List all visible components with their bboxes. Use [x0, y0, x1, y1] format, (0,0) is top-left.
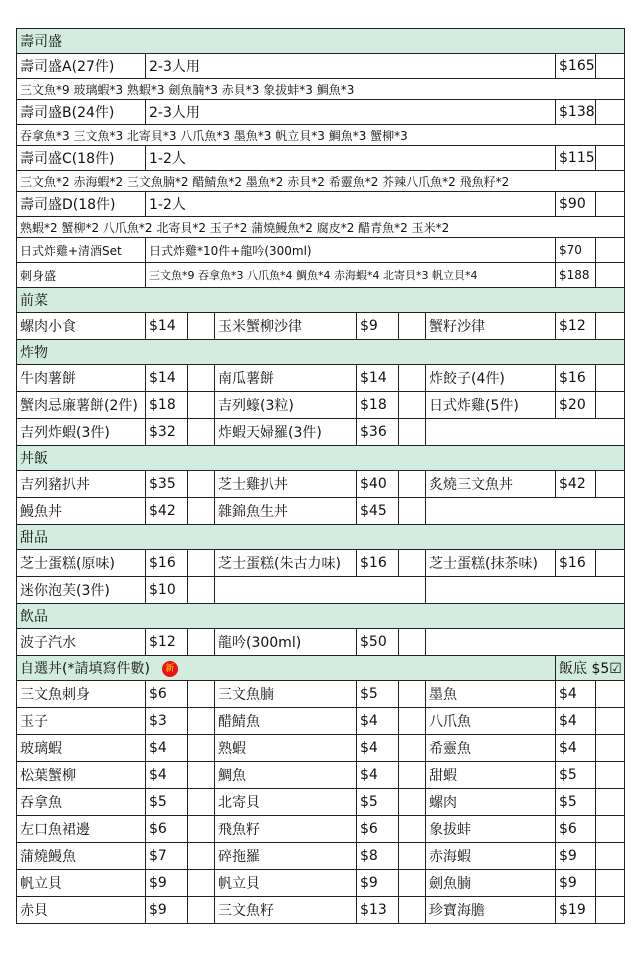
item-price: $9 — [556, 870, 596, 897]
set-serving: 2-3人用 — [146, 54, 556, 79]
set-serving: 2-3人用 — [146, 100, 556, 125]
quantity-box[interactable] — [596, 762, 625, 789]
item-price: $4 — [146, 735, 188, 762]
item-name: 蒲燒鰻魚 — [17, 843, 146, 870]
section-title: 壽司盛 — [17, 29, 625, 54]
item-name: 龍吟(300ml) — [215, 629, 357, 656]
item-name: 玉米蟹柳沙律 — [215, 313, 357, 340]
item-price: $6 — [556, 816, 596, 843]
item-price: $7 — [146, 843, 188, 870]
quantity-box[interactable] — [596, 313, 625, 340]
set-name: 壽司盛B(24件) — [17, 100, 146, 125]
item-row — [17, 789, 625, 816]
set-serving: 1-2人 — [146, 192, 556, 217]
quantity-box[interactable] — [188, 897, 215, 924]
item-row — [17, 681, 625, 708]
item-price: $45 — [357, 498, 399, 525]
item-price: $9 — [357, 313, 399, 340]
item-name: 墨魚 — [426, 681, 556, 708]
item-name: 甜蝦 — [426, 762, 556, 789]
quantity-box[interactable] — [399, 392, 426, 419]
order-form-table — [16, 28, 625, 924]
item-name: 南瓜薯餅 — [215, 365, 357, 392]
combo-name: 刺身盛 — [17, 263, 146, 288]
quantity-box[interactable] — [596, 681, 625, 708]
quantity-box[interactable] — [188, 762, 215, 789]
rice-base-option: 飯底 $5☑ — [556, 656, 625, 681]
item-name: 芝士雞扒丼 — [215, 471, 357, 498]
quantity-box[interactable] — [399, 471, 426, 498]
combo-desc: 三文魚*9 吞拿魚*3 八爪魚*4 鯛魚*4 赤海蝦*4 北寄貝*3 帆立貝*4 — [146, 263, 556, 288]
quantity-box[interactable] — [596, 146, 625, 171]
item-name: 雜錦魚生丼 — [215, 498, 357, 525]
item-name: 吉列炸蝦(3件) — [17, 419, 146, 446]
quantity-box[interactable] — [188, 313, 215, 340]
item-price: $5 — [556, 789, 596, 816]
quantity-box[interactable] — [399, 708, 426, 735]
item-name: 芝士蛋糕(朱古力味) — [215, 550, 357, 577]
item-price: $36 — [357, 419, 399, 446]
set-contents: 三文魚*9 玻璃蝦*3 熟蝦*3 劍魚腩*3 赤貝*3 象拔蚌*3 鯛魚*3 — [17, 79, 625, 100]
set-contents: 熟蝦*2 蟹柳*2 八爪魚*2 北寄貝*2 玉子*2 蒲燒鰻魚*2 腐皮*2 醋青魚*2 玉米*2 — [17, 217, 625, 238]
item-price: $14 — [146, 365, 188, 392]
item-row — [17, 708, 625, 735]
sushi-set-row — [17, 146, 625, 171]
item-row — [17, 816, 625, 843]
item-row — [17, 471, 625, 498]
set-name: 壽司盛D(18件) — [17, 192, 146, 217]
item-price: $5 — [357, 681, 399, 708]
quantity-box[interactable] — [596, 816, 625, 843]
item-name: 松葉蟹柳 — [17, 762, 146, 789]
quantity-box[interactable] — [596, 708, 625, 735]
item-name: 芝士蛋糕(原味) — [17, 550, 146, 577]
section-title: 前菜 — [17, 288, 625, 313]
item-name: 珍寶海膽 — [426, 897, 556, 924]
item-name: 北寄貝 — [215, 789, 357, 816]
quantity-box[interactable] — [596, 192, 625, 217]
section-title: 甜品 — [17, 525, 625, 550]
item-price: $50 — [357, 629, 399, 656]
empty-cell — [426, 577, 625, 604]
item-name: 炸蝦天婦羅(3件) — [215, 419, 357, 446]
item-price: $9 — [146, 870, 188, 897]
item-price: $9 — [556, 843, 596, 870]
section-title: 飲品 — [17, 604, 625, 629]
quantity-box[interactable] — [399, 629, 426, 656]
quantity-box[interactable] — [188, 471, 215, 498]
set-name: 壽司盛C(18件) — [17, 146, 146, 171]
item-price: $42 — [556, 471, 596, 498]
quantity-box[interactable] — [188, 365, 215, 392]
item-row — [17, 365, 625, 392]
item-price: $4 — [357, 735, 399, 762]
quantity-box[interactable] — [188, 498, 215, 525]
item-row — [17, 550, 625, 577]
quantity-box[interactable] — [596, 392, 625, 419]
section-header — [17, 446, 625, 471]
quantity-box[interactable] — [399, 789, 426, 816]
quantity-box[interactable] — [188, 735, 215, 762]
item-name: 迷你泡芙(3件) — [17, 577, 146, 604]
item-name: 玉子 — [17, 708, 146, 735]
quantity-box[interactable] — [188, 708, 215, 735]
item-name: 醋鯖魚 — [215, 708, 357, 735]
quantity-box[interactable] — [596, 100, 625, 125]
item-row — [17, 577, 625, 604]
set-contents-row — [17, 79, 625, 100]
item-name: 三文魚籽 — [215, 897, 357, 924]
item-name: 吉列豬扒丼 — [17, 471, 146, 498]
set-serving: 1-2人 — [146, 146, 556, 171]
item-price: $9 — [357, 870, 399, 897]
item-price: $19 — [556, 897, 596, 924]
item-price: $4 — [146, 762, 188, 789]
set-price: $90 — [556, 192, 596, 217]
item-name: 左口魚裙邊 — [17, 816, 146, 843]
item-price: $5 — [556, 762, 596, 789]
combo-price: $70 — [556, 238, 596, 263]
item-name: 炸餃子(4件) — [426, 365, 556, 392]
section-header — [17, 525, 625, 550]
item-name: 螺肉小食 — [17, 313, 146, 340]
section-header — [17, 288, 625, 313]
item-name: 劍魚腩 — [426, 870, 556, 897]
item-name: 蟹肉忌廉薯餅(2件) — [17, 392, 146, 419]
section-title: 丼飯 — [17, 446, 625, 471]
item-name: 象拔蚌 — [426, 816, 556, 843]
item-price: $9 — [146, 897, 188, 924]
quantity-box[interactable] — [399, 816, 426, 843]
item-row — [17, 735, 625, 762]
set-contents-row — [17, 125, 625, 146]
section-title: 自選丼(*請填寫件數) 新 — [17, 656, 556, 681]
item-price: $4 — [556, 708, 596, 735]
sushi-set-row — [17, 54, 625, 79]
quantity-box[interactable] — [188, 789, 215, 816]
item-price: $12 — [146, 629, 188, 656]
section-header — [17, 604, 625, 629]
item-price: $4 — [357, 708, 399, 735]
set-contents-row — [17, 217, 625, 238]
quantity-box[interactable] — [399, 843, 426, 870]
set-contents: 吞拿魚*3 三文魚*3 北寄貝*3 八爪魚*3 墨魚*3 帆立貝*3 鯛魚*3 蟹柳*3 — [17, 125, 625, 146]
item-name: 螺肉 — [426, 789, 556, 816]
quantity-box[interactable] — [399, 870, 426, 897]
new-badge: 新 — [162, 661, 178, 677]
quantity-box[interactable] — [596, 263, 625, 288]
item-name: 帆立貝 — [215, 870, 357, 897]
item-price: $40 — [357, 471, 399, 498]
item-price: $13 — [357, 897, 399, 924]
combo-price: $188 — [556, 263, 596, 288]
item-row — [17, 870, 625, 897]
quantity-box[interactable] — [596, 870, 625, 897]
item-price: $10 — [146, 577, 188, 604]
item-row — [17, 629, 625, 656]
item-name: 波子汽水 — [17, 629, 146, 656]
quantity-box[interactable] — [399, 762, 426, 789]
quantity-box[interactable] — [399, 313, 426, 340]
item-price: $4 — [556, 681, 596, 708]
empty-cell — [215, 577, 426, 604]
quantity-box[interactable] — [399, 419, 426, 446]
item-row — [17, 419, 625, 446]
item-price: $3 — [146, 708, 188, 735]
sushi-set-row — [17, 100, 625, 125]
set-contents-row — [17, 171, 625, 192]
quantity-box[interactable] — [399, 735, 426, 762]
item-name: 玻璃蝦 — [17, 735, 146, 762]
quantity-box[interactable] — [188, 392, 215, 419]
item-name: 吉列蠔(3粒) — [215, 392, 357, 419]
set-price: $115 — [556, 146, 596, 171]
empty-cell — [426, 419, 625, 446]
item-name: 蟹籽沙律 — [426, 313, 556, 340]
quantity-box[interactable] — [399, 681, 426, 708]
item-name: 帆立貝 — [17, 870, 146, 897]
item-price: $16 — [146, 550, 188, 577]
quantity-box[interactable] — [188, 870, 215, 897]
item-price: $4 — [357, 762, 399, 789]
set-contents: 三文魚*2 赤海蝦*2 三文魚腩*2 醋鯖魚*2 墨魚*2 赤貝*2 希靈魚*2 芥辣八爪魚*2 飛魚籽*2 — [17, 171, 625, 192]
item-name: 日式炸雞(5件) — [426, 392, 556, 419]
item-name: 三文魚腩 — [215, 681, 357, 708]
quantity-box[interactable] — [596, 54, 625, 79]
item-price: $16 — [556, 550, 596, 577]
quantity-box[interactable] — [188, 629, 215, 656]
quantity-box[interactable] — [188, 843, 215, 870]
empty-cell — [426, 629, 625, 656]
item-price: $5 — [146, 789, 188, 816]
item-price: $6 — [146, 681, 188, 708]
quantity-box[interactable] — [399, 550, 426, 577]
quantity-box[interactable] — [399, 897, 426, 924]
item-name: 炙燒三文魚丼 — [426, 471, 556, 498]
item-name: 吞拿魚 — [17, 789, 146, 816]
section-title: 炸物 — [17, 340, 625, 365]
item-price: $20 — [556, 392, 596, 419]
set-price: $165 — [556, 54, 596, 79]
item-price: $14 — [146, 313, 188, 340]
item-price: $5 — [357, 789, 399, 816]
item-row — [17, 843, 625, 870]
item-row — [17, 498, 625, 525]
item-price: $35 — [146, 471, 188, 498]
quantity-box[interactable] — [596, 735, 625, 762]
item-price: $8 — [357, 843, 399, 870]
item-name: 飛魚籽 — [215, 816, 357, 843]
item-name: 碎拖羅 — [215, 843, 357, 870]
quantity-box[interactable] — [596, 789, 625, 816]
item-name: 希靈魚 — [426, 735, 556, 762]
sushi-set-row — [17, 192, 625, 217]
section-header — [17, 656, 625, 681]
item-name: 熟蝦 — [215, 735, 357, 762]
quantity-box[interactable] — [596, 365, 625, 392]
item-name: 鰻魚丼 — [17, 498, 146, 525]
item-row — [17, 313, 625, 340]
set-price: $138 — [556, 100, 596, 125]
quantity-box[interactable] — [399, 498, 426, 525]
section-header — [17, 340, 625, 365]
section-header — [17, 29, 625, 54]
item-row — [17, 392, 625, 419]
item-row — [17, 762, 625, 789]
item-name: 三文魚刺身 — [17, 681, 146, 708]
item-price: $6 — [146, 816, 188, 843]
item-price: $18 — [146, 392, 188, 419]
quantity-box[interactable] — [188, 681, 215, 708]
combo-name: 日式炸雞+清酒Set — [17, 238, 146, 263]
item-name: 八爪魚 — [426, 708, 556, 735]
quantity-box[interactable] — [399, 365, 426, 392]
item-price: $42 — [146, 498, 188, 525]
quantity-box[interactable] — [188, 419, 215, 446]
quantity-box[interactable] — [188, 577, 215, 604]
item-price: $16 — [357, 550, 399, 577]
quantity-box[interactable] — [596, 238, 625, 263]
item-price: $32 — [146, 419, 188, 446]
item-name: 牛肉薯餅 — [17, 365, 146, 392]
item-price: $12 — [556, 313, 596, 340]
item-name: 芝士蛋糕(抹茶味) — [426, 550, 556, 577]
quantity-box[interactable] — [596, 897, 625, 924]
quantity-box[interactable] — [596, 550, 625, 577]
empty-cell — [426, 498, 625, 525]
item-price: $14 — [357, 365, 399, 392]
combo-row — [17, 263, 625, 288]
quantity-box[interactable] — [188, 550, 215, 577]
set-name: 壽司盛A(27件) — [17, 54, 146, 79]
item-name: 赤海蝦 — [426, 843, 556, 870]
quantity-box[interactable] — [596, 843, 625, 870]
item-price: $18 — [357, 392, 399, 419]
quantity-box[interactable] — [596, 471, 625, 498]
item-name: 赤貝 — [17, 897, 146, 924]
item-price: $4 — [556, 735, 596, 762]
quantity-box[interactable] — [188, 816, 215, 843]
combo-row — [17, 238, 625, 263]
item-price: $16 — [556, 365, 596, 392]
item-name: 鯛魚 — [215, 762, 357, 789]
combo-desc: 日式炸雞*10件+龍吟(300ml) — [146, 238, 556, 263]
item-row — [17, 897, 625, 924]
item-price: $6 — [357, 816, 399, 843]
